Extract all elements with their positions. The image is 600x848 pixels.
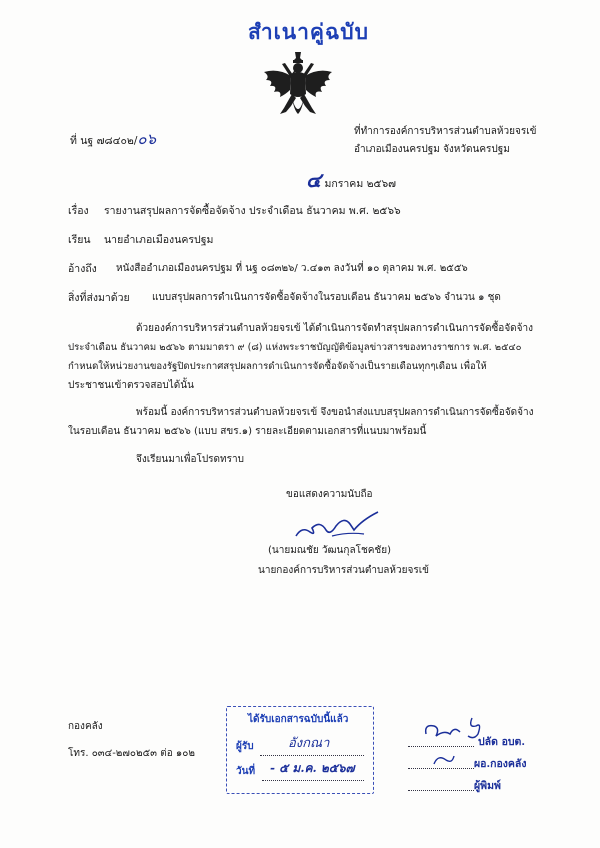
reference-text: หนังสืออำเภอเมืองนครปฐม ที่ นฐ ๐๘๓๒๖/ ว.๔๑๓ ลงวันที่ ๑๐ ตุลาคม พ.ศ. ๒๕๕๖ <box>116 263 468 274</box>
body-paragraph-1-line-4: ประชาชนเข้าตรวจสอบได้นั้น <box>68 380 194 391</box>
date-day-handwritten: ๔ <box>306 168 322 192</box>
approval-label-3: ผู้พิมพ์ <box>474 780 501 792</box>
reference-label: อ้างถึง <box>68 263 97 275</box>
sender-address-line2: อำเภอเมืองนครปฐม จังหวัดนครปฐม <box>354 144 510 155</box>
receipt-receiver-label: ผู้รับ <box>236 741 254 752</box>
approval-label-1: ปลัด อบต. <box>478 736 526 748</box>
approval-line-3 <box>408 790 474 791</box>
closing-request: จึงเรียนมาเพื่อโปรดทราบ <box>136 454 244 465</box>
body-paragraph-2-line-1: พร้อมนี้ องค์การบริหารส่วนตำบลห้วยจรเข้ จึงขอนำส่งแบบสรุปผลการดำเนินการจัดซื้อจัดจ้าง <box>136 407 534 418</box>
receipt-date-line <box>262 780 364 781</box>
signature-scribble-icon <box>292 506 382 546</box>
date-month-year: มกราคม ๒๕๖๗ <box>324 178 397 190</box>
receipt-date-handwritten: - ๕ ม.ค. ๒๕๖๗ <box>270 761 355 775</box>
body-paragraph-1-line-3: กำหนดให้หน่วยงานของรัฐปิดประกาศสรุปผลการดำเนินการจัดซื้อจัดจ้างเป็นรายเดือนทุกๆเดือน เพื่อให้ <box>68 361 487 372</box>
receipt-receiver-line <box>260 755 364 756</box>
document-number-prefix: ที่ นฐ ๗๘๔๐๒/ <box>70 135 138 147</box>
document-date <box>306 168 396 192</box>
signer-name: (นายมณชัย วัฒนกุลโชคชัย) <box>268 545 391 556</box>
body-paragraph-1-line-2: ประจำเดือน ธันวาคม ๒๕๖๖ ตามมาตรา ๙ (๘) แห่งพระราชบัญญัติข้อมูลข่าวสารของทางราชการ พ.ศ. ๒๕๔๐ <box>68 342 522 353</box>
document-number <box>70 130 156 148</box>
approval-line-1 <box>408 746 474 747</box>
garuda-emblem-icon <box>258 50 338 132</box>
footer-division: กองคลัง <box>68 721 103 732</box>
body-paragraph-2-line-2: ในรอบเดือน ธันวาคม ๒๕๖๖ (แบบ สขร.๑) รายละเอียดตามเอกสารที่แนบมาพร้อมนี้ <box>68 426 427 437</box>
signer-position: นายกองค์การบริหารส่วนตำบลห้วยจรเข้ <box>258 565 429 576</box>
enclosure-label: สิ่งที่ส่งมาด้วย <box>68 292 130 304</box>
footer-phone: โทร. ๐๓๔-๒๗๐๒๕๓ ต่อ ๑๐๒ <box>68 748 195 759</box>
subject-text: รายงานสรุปผลการจัดซื้อจัดจ้าง ประจำเดือน ธันวาคม พ.ศ. ๒๕๖๖ <box>104 205 401 217</box>
document-number-handwritten: ๐๖ <box>137 130 157 148</box>
approval-label-2: ผอ.กองคลัง <box>474 758 527 770</box>
copy-stamp: สำเนาคู่ฉบับ <box>248 20 369 44</box>
recipient-text: นายอำเภอเมืองนครปฐม <box>104 234 214 246</box>
sender-address-line1: ที่ทำการองค์การบริหารส่วนตำบลห้วยจรเข้ <box>354 126 537 137</box>
closing-salutation: ขอแสดงความนับถือ <box>286 489 373 500</box>
approval-line-2 <box>408 768 474 769</box>
receipt-stamp-title: ได้รับเอกสารฉบับนี้แล้ว <box>248 714 349 725</box>
subject-label: เรื่อง <box>68 205 89 217</box>
recipient-label: เรียน <box>68 234 91 246</box>
receipt-date-label: วันที่ <box>236 766 256 777</box>
receipt-receiver-handwritten: อังกณา <box>288 736 330 751</box>
body-paragraph-1-line-1: ด้วยองค์การบริหารส่วนตำบลห้วยจรเข้ ได้ดำเนินการจัดทำสรุปผลการดำเนินการจัดซื้อจัดจ้าง <box>136 323 534 334</box>
enclosure-text: แบบสรุปผลการดำเนินการจัดซื้อจัดจ้างในรอบเดือน ธันวาคม ๒๕๖๖ จำนวน ๑ ชุด <box>152 292 501 303</box>
